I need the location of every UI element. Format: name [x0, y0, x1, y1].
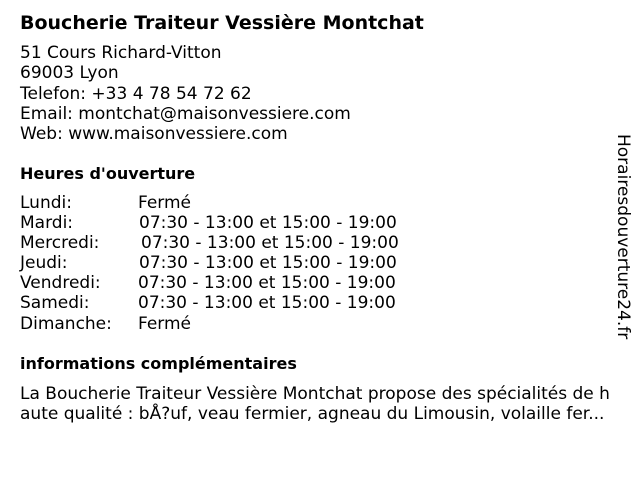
day-label: Vendredi:	[20, 273, 101, 294]
website-link[interactable]: Web: www.maisonvessiere.com	[20, 124, 288, 145]
day-label: Mardi:	[20, 213, 74, 234]
business-name: Boucherie Traiteur Vessière Montchat	[20, 12, 424, 34]
email-address[interactable]: Email: montchat@maisonvessiere.com	[20, 103, 351, 124]
day-label: Jeudi:	[20, 253, 68, 274]
day-hours: 07:30 - 13:00 et 15:00 - 19:00	[139, 253, 397, 274]
day-hours: 07:30 - 13:00 et 15:00 - 19:00	[138, 273, 396, 294]
hours-heading: Heures d'ouverture	[20, 164, 196, 183]
phone-number[interactable]: Telefon: +33 4 78 54 72 62	[20, 83, 252, 104]
address-city: 69003 Lyon	[20, 63, 119, 84]
day-hours: 07:30 - 13:00 et 15:00 - 19:00	[138, 293, 396, 314]
day-label: Samedi:	[20, 293, 90, 314]
day-hours: Fermé	[138, 193, 192, 213]
contact-block	[20, 43, 351, 144]
business-description: La Boucherie Traiteur Vessière Montchat propose des spécialités de haute qualité : bÅ?uf, veau fermier, agneau du Limousin, volaille fer...	[20, 384, 610, 424]
day-label: Mercredi:	[20, 233, 100, 254]
day-hours: 07:30 - 13:00 et 15:00 - 19:00	[139, 213, 397, 234]
day-hours: Fermé	[138, 313, 192, 334]
info-heading: informations complémentaires	[20, 354, 297, 373]
site-watermark: Horairesdouverture24.fr	[613, 134, 633, 340]
day-label: Lundi:	[20, 193, 72, 213]
day-hours: 07:30 - 13:00 et 15:00 - 19:00	[141, 233, 399, 254]
address-street: 51 Cours Richard-Vitton	[20, 43, 222, 63]
day-label: Dimanche:	[20, 313, 112, 334]
